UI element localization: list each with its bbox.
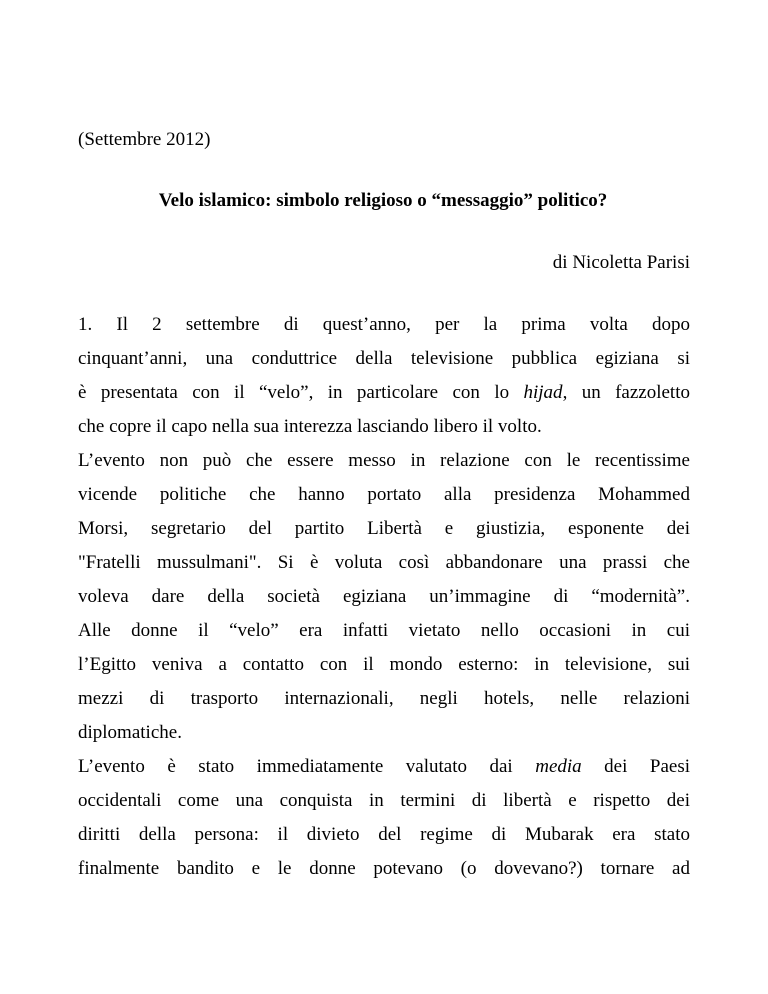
- text-segment: l’Egitto veniva a contatto con il mondo esterno: in televisione, sui: [78, 654, 690, 675]
- document-date: (Settembre 2012): [78, 129, 211, 150]
- text-segment: finalmente bandito e le donne potevano (o dovevano?) tornare ad: [78, 858, 690, 879]
- body-line: [78, 478, 690, 512]
- text-segment: "Fratelli mussulmani". Si è voluta così abbandonare una prassi che: [78, 552, 690, 573]
- body-line: [78, 750, 690, 784]
- text-segment: vicende politiche che hanno portato alla presidenza Mohammed: [78, 484, 690, 505]
- text-segment: diplomatiche.: [78, 722, 182, 743]
- body-line: [78, 716, 690, 750]
- text-segment: diritti della persona: il divieto del regime di Mubarak era stato: [78, 824, 690, 845]
- body-line: [78, 784, 690, 818]
- text-segment: Morsi, segretario del partito Libertà e giustizia, esponente dei: [78, 518, 690, 539]
- text-segment: cinquant’anni, una conduttrice della televisione pubblica egiziana si: [78, 348, 690, 369]
- body-line: [78, 580, 690, 614]
- text-segment: che copre il capo nella sua interezza lasciando libero il volto.: [78, 416, 542, 437]
- body-line: [78, 818, 690, 852]
- text-segment: , un fazzoletto: [562, 382, 690, 403]
- text-segment: L’evento è stato immediatamente valutato dai: [78, 756, 536, 777]
- body-line: [78, 546, 690, 580]
- document-body: [78, 308, 690, 886]
- italic-term: media: [535, 756, 582, 777]
- body-line: [78, 342, 690, 376]
- document-author: di Nicoletta Parisi: [552, 252, 690, 273]
- text-segment: mezzi di trasporto internazionali, negli hotels, nelle relazioni: [78, 688, 690, 709]
- body-line: [78, 648, 690, 682]
- body-line: [78, 614, 690, 648]
- document-title: Velo islamico: simbolo religioso o “messaggio” politico?: [158, 190, 608, 211]
- body-line: [78, 512, 690, 546]
- body-line: [78, 852, 690, 886]
- body-line: [78, 444, 690, 478]
- text-segment: voleva dare della società egiziana un’immagine di “modernità”.: [78, 586, 690, 607]
- body-line: [78, 376, 690, 410]
- text-segment: L’evento non può che essere messo in relazione con le recentissime: [78, 450, 690, 471]
- body-line: [78, 682, 690, 716]
- body-line: [78, 410, 690, 444]
- text-segment: dei Paesi: [581, 756, 690, 777]
- text-segment: è presentata con il “velo”, in particolare con lo: [78, 382, 524, 403]
- body-line: [78, 308, 690, 342]
- text-segment: 1. Il 2 settembre di quest’anno, per la prima volta dopo: [78, 314, 690, 335]
- text-segment: occidentali come una conquista in termini di libertà e rispetto dei: [78, 790, 690, 811]
- italic-term: hijad: [523, 382, 563, 403]
- text-segment: Alle donne il “velo” era infatti vietato nello occasioni in cui: [78, 620, 690, 641]
